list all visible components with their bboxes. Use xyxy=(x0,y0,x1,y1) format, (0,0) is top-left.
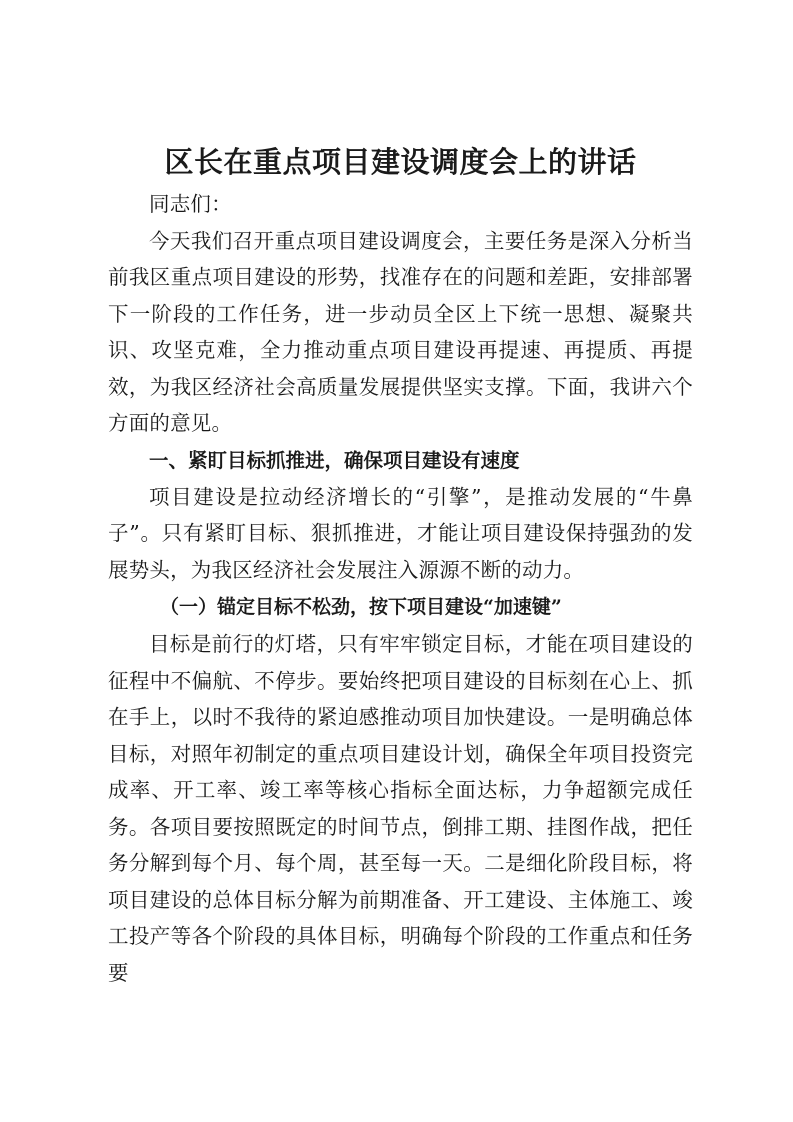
subsection-heading: （一）锚定目标不松劲，按下项目建设“加速键” xyxy=(160,596,562,618)
subsection-paragraph: 目标是前行的灯塔，只有牢牢锁定目标，才能在项目建设的征程中不偏航、不停步。要始终把项目建设的目标刻在心上、抓在手上，以时不我待的紧迫感推动项目加快建设。一是明确总体目标，对照年初制定的重点项目建设计划，确保全年项目投资完成率、开工率、竣工率等核心指标全面达标，力争超额完成任务。各项目要按照既定的时间节点，倒排工期、挂图作战，把任务分解到每个月、每个周，甚至每一天。二是细化阶段目标，将项目建设的总体目标分解为前期准备、开工建设、主体施工、竣工投产等各个阶段的具体目标，明确每个阶段的工作重点和任务要 xyxy=(108,632,693,985)
document-page xyxy=(108,140,693,991)
document-title: 区长在重点项目建设调度会上的讲话 xyxy=(164,145,637,179)
section-heading: 一、紧盯目标抓推进，确保项目建设有速度 xyxy=(149,448,520,472)
salutation: 同志们： xyxy=(149,192,232,216)
section-paragraph: 项目建设是拉动经济增长的“引擎”，是推动发展的“牛鼻子”。只有紧盯目标、狠抓推进，才能让项目建设保持强劲的发展势头，为我区经济社会发展注入源源不断的动力。 xyxy=(108,484,693,582)
intro-paragraph: 今天我们召开重点项目建设调度会，主要任务是深入分析当前我区重点项目建设的形势，找准存在的问题和差距，安排部署下一阶段的工作任务，进一步动员全区上下统一思想、凝聚共识、攻坚克难，全力推动重点项目建设再提速、再提质、再提效，为我区经济社会高质量发展提供坚实支撑。下面，我讲六个方面的意见。 xyxy=(108,228,693,435)
